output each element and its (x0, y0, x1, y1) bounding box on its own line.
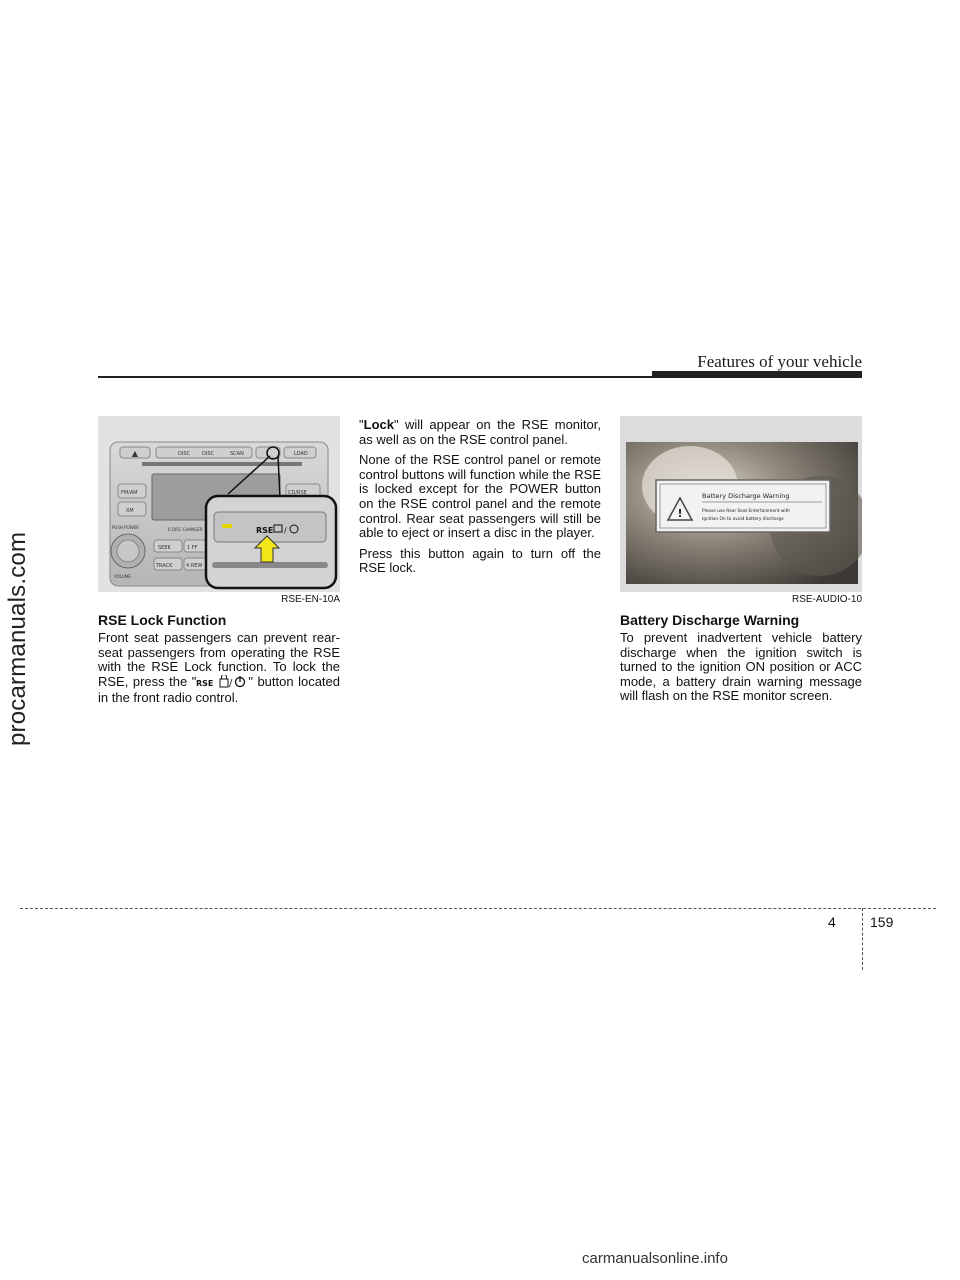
figure-caption-left: RSE-EN-10A (281, 594, 340, 605)
rse-lock-heading: RSE Lock Function (98, 612, 227, 628)
battery-warning-heading: Battery Discharge Warning (620, 612, 800, 628)
xm-label: XM (126, 508, 134, 514)
disc-down-label: DISC (178, 451, 190, 457)
power-label: PUSH POWER (112, 525, 139, 530)
rse-lock-text-1: Front seat passengers can prevent rear-seat passengers from operating the RSE with the RSE Lock function. To lock the RSE, press the " (98, 630, 340, 689)
load-label: LOAD (294, 451, 308, 457)
warning-icon: ! (677, 507, 683, 520)
seek-label: SEEK (158, 545, 171, 551)
lock-word: Lock (363, 417, 394, 432)
rse-lock-text-2: " button located in the front radio control. (98, 673, 341, 706)
chapter-number: 4 (828, 914, 836, 930)
disc-up-label: DISC (202, 451, 214, 457)
radio-panel-figure (98, 416, 340, 592)
scan-label: SCAN (230, 451, 244, 457)
rse-lock-paragraph (98, 631, 340, 706)
side-watermark: procarmanuals.com (4, 531, 31, 746)
volume-label: VOLUME (114, 574, 131, 579)
svg-text:/: / (229, 677, 233, 688)
lock-text-2: None of the RSE control panel or remote control buttons will function while the RSE is locked except for the POWER button on the RSE control panel and the remote control. Rear seat passengers will still be able to eject or insert a disc in the player. (359, 452, 601, 541)
svg-text:/: / (284, 526, 287, 535)
battery-warning-illustration (620, 416, 862, 592)
changer-label: 6 DISC CHANGER (168, 527, 203, 532)
track-label: TRACK (156, 563, 173, 569)
rse-zoom-label: RSE (256, 526, 274, 535)
header-tab-bar (652, 371, 862, 378)
rew-label: 4 REW (186, 563, 203, 569)
lock-text-1: " will appear on the RSE monitor, as well as on the RSE control panel. (359, 417, 601, 447)
footer-divider (862, 908, 863, 970)
cd-rse-label: CD/RSE (288, 490, 307, 496)
radio-panel-illustration (98, 416, 340, 592)
section-title: Features of your vehicle (697, 352, 862, 371)
bottom-watermark: carmanualsonline.info (582, 1250, 728, 1267)
dialog-title: Battery Discharge Warning (702, 492, 790, 500)
svg-text:▲: ▲ (131, 449, 139, 458)
battery-warning-figure (620, 416, 862, 592)
page-number: 159 (870, 914, 894, 930)
rse-lock-power-icon (196, 675, 248, 692)
dialog-line-2: Ignition On to avoid battery discharge (702, 517, 784, 522)
lock-description: "Lock" will appear on the RSE monitor, as well as on the RSE control panel. None of the RSE control panel or remote control buttons will function while the RSE is locked except for the POWER button on the RSE control panel and the remote control. Rear seat passengers will still be able to eject or insert a disc in the player. Press this button again to turn off the RSE lock. (359, 417, 601, 576)
ff-label: 1 FF (187, 545, 198, 551)
battery-warning-paragraph: To prevent inadvertent vehicle battery discharge when the ignition switch is turned to the ignition ON position or ACC mode, a battery drain warning message will flash on the RSE monitor screen. (620, 630, 862, 704)
fm-am-label: FM/AM (121, 490, 138, 496)
footer-rule (20, 908, 936, 909)
figure-caption-right: RSE-AUDIO-10 (791, 594, 862, 605)
dialog-line-1: Please use Rear Seat Entertainment with (702, 509, 791, 514)
lock-text-3: Press this button again to turn off the RSE lock. (359, 545, 601, 576)
rse-icon-text: RSE (196, 678, 214, 688)
